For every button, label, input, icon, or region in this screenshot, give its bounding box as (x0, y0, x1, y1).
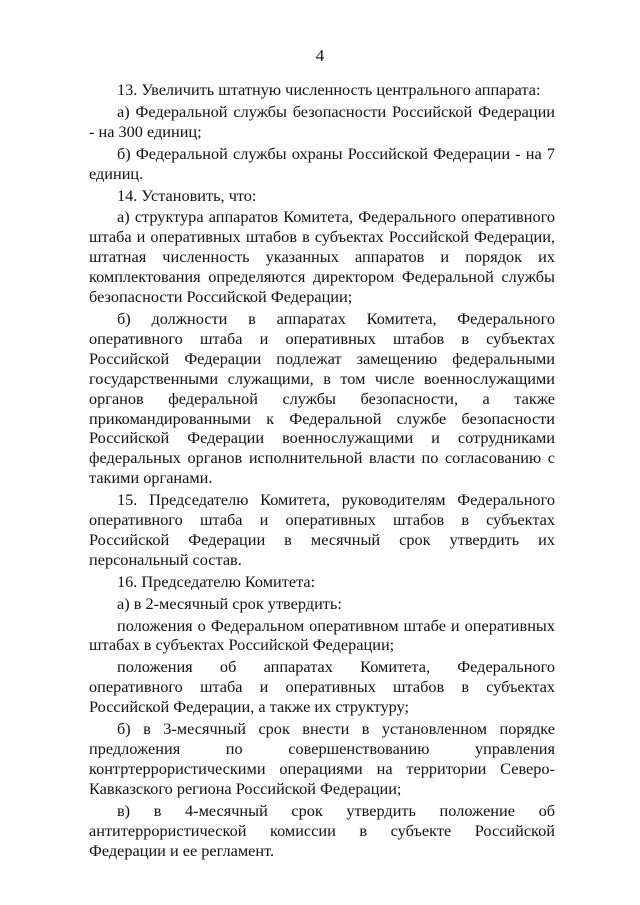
paragraph-16a-item-2: положения об аппаратах Комитета, Федерального оперативного штаба и оперативных штабов в субъектах Российской Федерации, а также их структуру; (89, 657, 555, 717)
paragraph-14: 14. Установить, что: (117, 185, 257, 205)
paragraph-13b: б) Федеральной службы охраны Российской Федерации - на 7 единиц. (89, 143, 555, 183)
paragraph-13: 13. Увеличить штатную численность центрального аппарата: (117, 80, 541, 99)
paragraph-16: 16. Председателю Комитета: (117, 571, 316, 591)
paragraph-16a: а) в 2-месячный срок утвердить: (117, 593, 342, 613)
paragraph-15: 15. Председателю Комитета, руководителям Федерального оперативного штаба и оперативных штабов в субъектах Российской Федерации в месячный срок утвердить их персональный состав. (89, 490, 555, 569)
paragraph-16a-item-1: положения о Федеральном оперативном штабе и оперативных штабах в субъектах Российской Федерации; (89, 615, 555, 655)
paragraph-14a: а) структура аппаратов Комитета, Федерального оперативного штаба и оперативных штабов в субъектах Российской Федерации, штатная численность указанных аппаратов и порядок их комплектования определяются директором Федеральной службы безопасности Российской Федерации; (89, 207, 555, 307)
document-body (89, 80, 555, 862)
paragraph-16v: в) в 4-месячный срок утвердить положение об антитеррористической комиссии в субъекте Российской Федерации и ее регламент. (89, 800, 555, 860)
paragraph-14b: б) должности в аппаратах Комитета, Федерального оперативного штаба и оперативных штабов в субъектах Российской Федерации подлежат замещению федеральными государственными служащими, в том числе военнослужащими органов федеральной службы безопасности, а также прикомандированными к Федеральной службе безопасности Российской Федерации военнослужащими и сотрудниками федеральных органов исполнительной власти по согласованию с такими органами. (89, 308, 555, 488)
page-number: 4 (315, 46, 325, 65)
paragraph-16b: б) в 3-месячный срок внести в установленном порядке предложения по совершенствованию управления контртеррористическими операциями на территории Северо-Кавказского региона Российской Федерации; (89, 719, 555, 798)
paragraph-13a: а) Федеральной службы безопасности Российской Федерации - на 300 единиц; (89, 101, 555, 141)
